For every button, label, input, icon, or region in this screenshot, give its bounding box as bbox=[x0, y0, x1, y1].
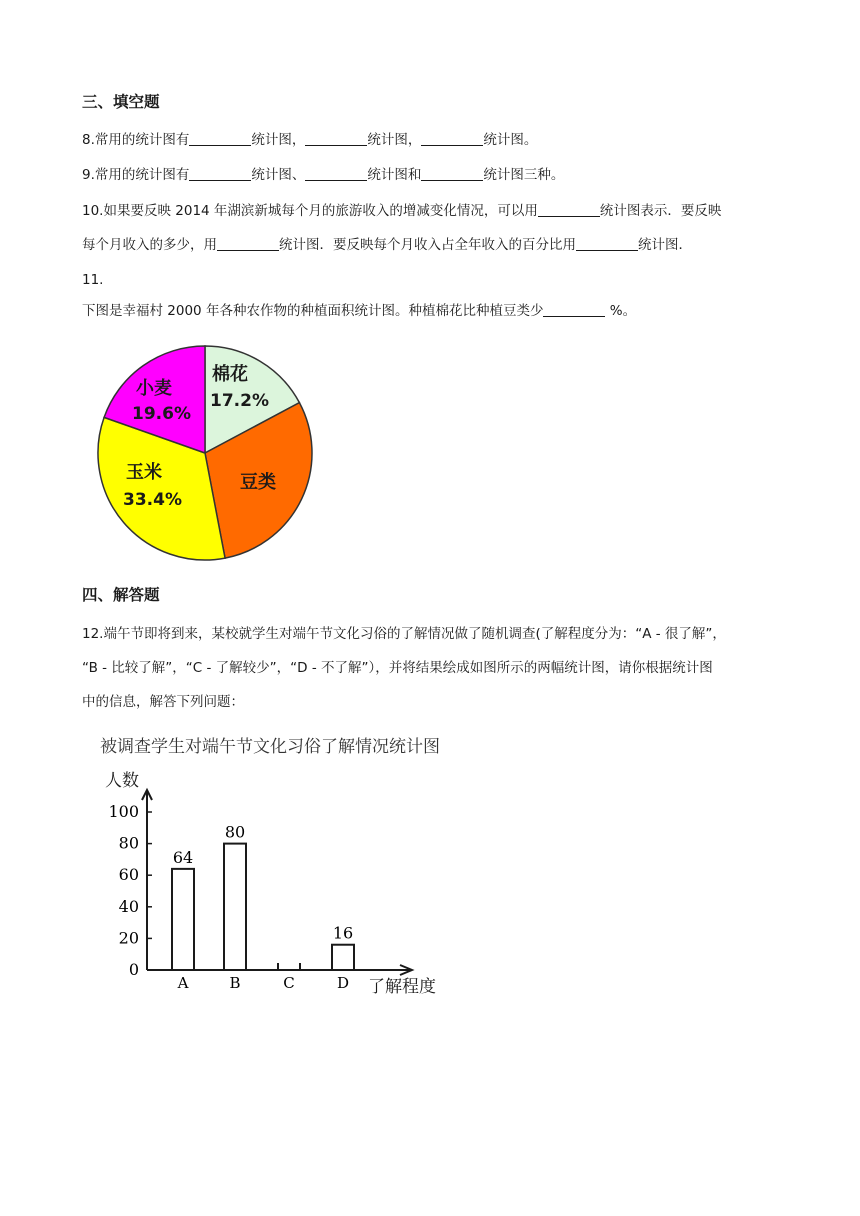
pie-pct-cotton: 17.2% bbox=[210, 391, 269, 411]
bar-A bbox=[172, 869, 194, 970]
bar-D bbox=[332, 945, 354, 970]
question-10-line-2 bbox=[82, 235, 692, 255]
question-9 bbox=[82, 165, 564, 185]
section-4-title: 四、解答题 bbox=[82, 586, 160, 604]
data-label-A: 64 bbox=[172, 847, 194, 867]
q10-text-2: 统计图表示．要反映 bbox=[599, 203, 722, 219]
answer-blank bbox=[189, 166, 251, 181]
question-12-line-2: “B - 比较了解”，“C - 了解较少”，“D - 不了解”），并将结果绘成如图所示的两幅统计图，请你根据统计图 bbox=[82, 660, 713, 676]
category-label-C: C bbox=[283, 974, 295, 992]
answer-blank bbox=[543, 302, 605, 317]
answer-blank bbox=[538, 202, 600, 217]
q10-text-4: 统计图．要反映每个月收入占全年收入的百分比用 bbox=[279, 237, 576, 253]
q10-text-1: 10.如果要反映 2014 年湖滨新城每个月的旅游收入的增减变化情况，可以用 bbox=[82, 203, 538, 219]
data-label-B: 80 bbox=[224, 822, 246, 842]
answer-blank bbox=[305, 166, 367, 181]
pie-label-cotton: 棉花 bbox=[212, 364, 248, 385]
question-12-line-1: 12.端午节即将到来，某校就学生对端午节文化习俗的了解情况做了随机调查(了解程度分为：“A - 很了解”， bbox=[82, 626, 726, 642]
pie-pct-corn: 33.4% bbox=[123, 490, 182, 510]
chart-title: 被调查学生对端午节文化习俗了解情况统计图 bbox=[100, 737, 440, 757]
q10-text-5: 统计图． bbox=[638, 237, 692, 253]
answer-blank bbox=[576, 236, 638, 251]
answer-blank bbox=[421, 131, 483, 146]
y-tick-label: 0 bbox=[128, 960, 139, 979]
question-11-text bbox=[82, 301, 636, 321]
y-tick-label: 40 bbox=[118, 896, 139, 916]
section-3-title: 三、填空题 bbox=[82, 93, 160, 111]
question-12-line-3: 中的信息，解答下列问题： bbox=[82, 694, 244, 710]
y-tick-label: 80 bbox=[118, 833, 139, 853]
q9-text-2: 统计图、 bbox=[251, 167, 306, 183]
y-tick-label: 100 bbox=[108, 802, 139, 821]
data-label-D: 16 bbox=[332, 923, 354, 943]
answer-blank bbox=[217, 236, 279, 251]
category-label-A: A bbox=[177, 974, 189, 992]
q9-text-3: 统计图和 bbox=[367, 167, 422, 183]
category-label-D: D bbox=[336, 974, 350, 992]
answer-blank bbox=[421, 166, 483, 181]
y-tick-label: 20 bbox=[118, 928, 139, 948]
question-10-line-1 bbox=[82, 201, 721, 221]
q11-text-1: 下图是幸福村 2000 年各种农作物的种植面积统计图。种植棉花比种植豆类少 bbox=[82, 303, 544, 319]
crop-area-pie-chart bbox=[90, 338, 320, 568]
x-axis-label: 了解程度 bbox=[368, 977, 436, 997]
y-axis-label: 人数 bbox=[105, 771, 139, 791]
q11-text-2: %。 bbox=[605, 303, 637, 319]
answer-blank bbox=[189, 131, 251, 146]
q10-text-3: 每个月收入的多少，用 bbox=[82, 237, 217, 253]
pie-label-corn: 玉米 bbox=[126, 462, 162, 483]
pie-label-wheat: 小麦 bbox=[136, 378, 172, 399]
knowledge-bar-chart bbox=[100, 728, 500, 1006]
pie-label-beans: 豆类 bbox=[240, 472, 276, 493]
q8-text-1: 8.常用的统计图有 bbox=[82, 132, 190, 148]
pie-pct-wheat: 19.6% bbox=[132, 404, 191, 424]
category-label-B: B bbox=[229, 974, 241, 992]
question-8 bbox=[82, 130, 537, 150]
q8-text-3: 统计图， bbox=[367, 132, 422, 148]
q9-text-1: 9.常用的统计图有 bbox=[82, 167, 190, 183]
q8-text-4: 统计图。 bbox=[483, 132, 538, 148]
answer-blank bbox=[305, 131, 367, 146]
question-11-number: 11. bbox=[82, 272, 104, 288]
bar-B bbox=[224, 844, 246, 970]
y-tick-label: 60 bbox=[118, 865, 139, 885]
q8-text-2: 统计图， bbox=[251, 132, 306, 148]
q9-text-4: 统计图三种。 bbox=[483, 167, 565, 183]
